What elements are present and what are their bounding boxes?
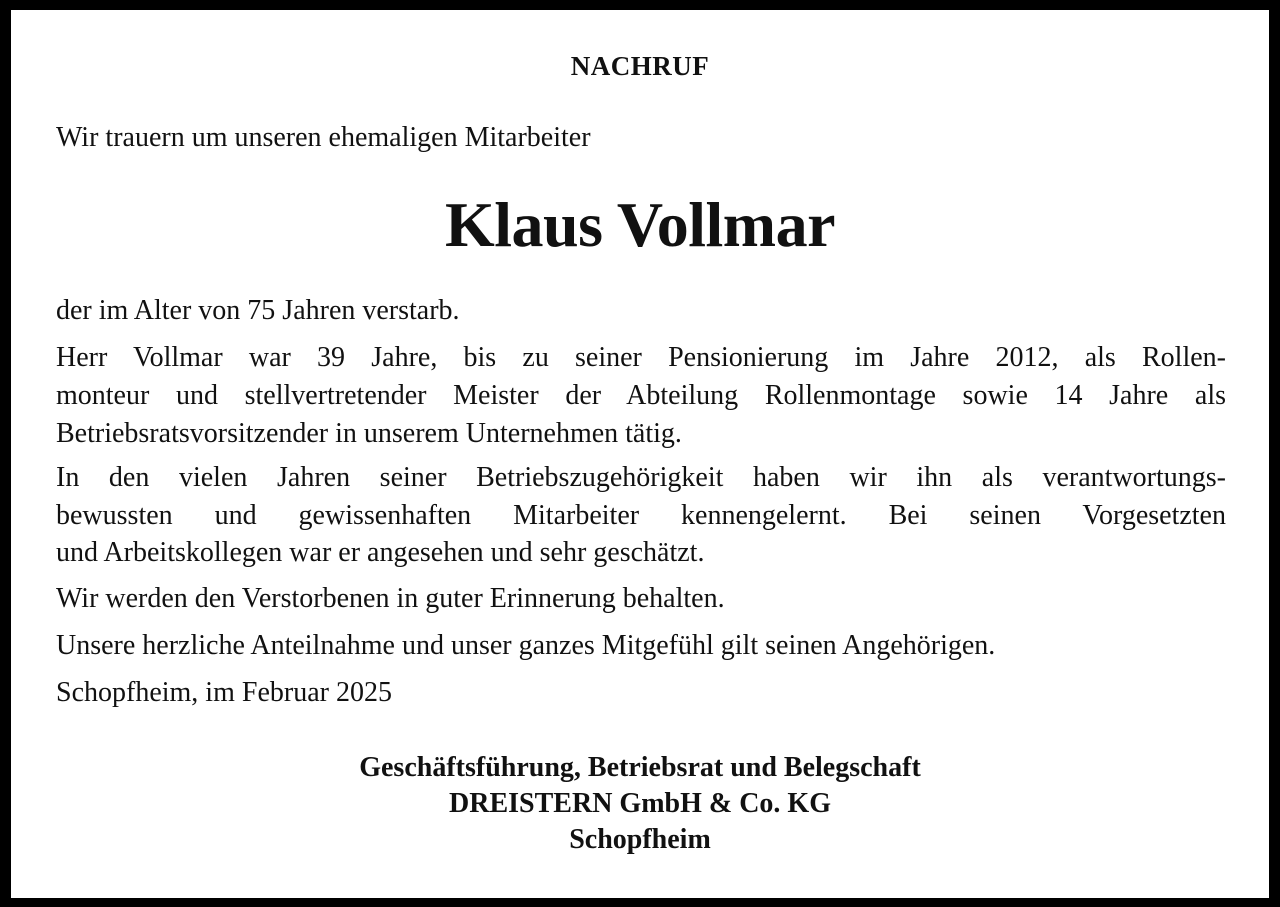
place-date: Schopfheim, im Februar 2025 (56, 677, 392, 708)
company-name: DREISTERN GmbH & Co. KG (449, 788, 831, 819)
paragraph1-line: monteur und stellvertretender Meister der Abteilung Rollenmontage sowie 14 Jahre als (56, 380, 1226, 411)
paragraph2-line: In den vielen Jahren seiner Betriebszugehörigkeit haben wir ihn als verantwortungs- (56, 462, 1226, 493)
paragraph1-line: Herr Vollmar war 39 Jahre, bis zu seiner Pensionierung im Jahre 2012, als Rollen- (56, 342, 1226, 373)
age-line: der im Alter von 75 Jahren verstarb. (56, 295, 460, 326)
signature-line: Geschäftsführung, Betriebsrat und Belegschaft (359, 752, 921, 783)
paragraph1-line: Betriebsratsvorsitzender in unserem Unternehmen tätig. (56, 418, 682, 449)
deceased-name: Klaus Vollmar (444, 189, 836, 260)
intro-line: Wir trauern um unseren ehemaligen Mitarbeiter (56, 122, 591, 153)
company-location: Schopfheim (569, 824, 711, 855)
closing-line: Wir werden den Verstorbenen in guter Erinnerung behalten. (56, 583, 725, 614)
notice-heading: NACHRUF (570, 51, 710, 81)
paragraph2-line: und Arbeitskollegen war er angesehen und sehr geschätzt. (56, 537, 705, 568)
paragraph2-line: bewussten und gewissenhaften Mitarbeiter kennengelernt. Bei seinen Vorgesetzten (56, 500, 1226, 531)
condolence-line: Unsere herzliche Anteilnahme und unser ganzes Mitgefühl gilt seinen Angehörigen. (56, 630, 996, 661)
